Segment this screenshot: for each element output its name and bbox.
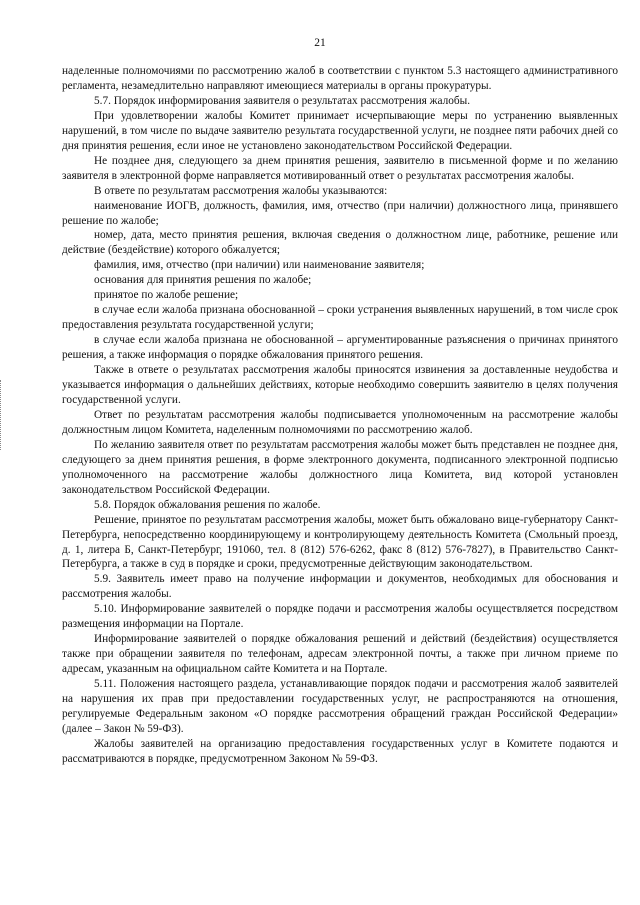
paragraph: По желанию заявителя ответ по результатам рассмотрения жалобы может быть представлен не позднее дня, следующего за днем принятия решения, в форме электронного документа, подписанного электронной подписью уполномоченного на рассмотрение жалобы должностного лица Комитета, вид которой установлен законодательством Российской Федерации. [62,438,618,496]
paragraph: В ответе по результатам рассмотрения жалобы указываются: [94,184,388,197]
paragraph: Также в ответе о результатах рассмотрения жалобы приносятся извинения за доставленные неудобства и указывается информация о дальнейших действиях, которые необходимо совершить заявителю в целях получения государственной услуги. [62,364,618,406]
paragraph: номер, дата, место принятия решения, включая сведения о должностном лице, работнике, решение или действие (бездействие) которого обжалуется; [62,229,618,257]
paragraph: 5.7. Порядок информирования заявителя о результатах рассмотрения жалобы. [94,94,471,107]
paragraph: 5.11. Положения настоящего раздела, устанавливающие порядок подачи и рассмотрения жалоб заявителей на нарушения их прав при предоставлении государственных услуг, не распространяются на отношения, регулируемые Федеральным законом «О порядке рассмотрения обращений граждан Российской Федерации» (далее – Закон № 59-ФЗ). [62,678,618,735]
paragraph: 5.10. Информирование заявителей о порядке подачи и рассмотрения жалобы осуществляется посредством размещения информации на Портале. [62,603,618,631]
paragraph: При удовлетворении жалобы Комитет принимает исчерпывающие меры по устранению выявленных нарушений, в том числе по выдаче заявителю результата государственной услуги, не позднее пяти рабочих дней со дня принятия решения, если иное не установлено законодательством Российской Федерации. [62,109,618,152]
paragraph: 5.8. Порядок обжалования решения по жалобе. [94,498,321,511]
scan-margin-marks [0,380,4,450]
paragraph: Решение, принятое по результатам рассмотрения жалобы, может быть обжаловано вице-губернатору Санкт-Петербурга, непосредственно координирующему и контролирующему деятельность Комитета (Смольный проезд, д. 1, литера Б, Санкт-Петербург, 191060, тел. 8 (812) 576-6262, факс 8 (812) 576-7827), в Правительство Санкт-Петербурга, а также в суд в порядке и сроки, предусмотренные действующим законодательством. [62,513,618,571]
paragraph: фамилия, имя, отчество (при наличии) или наименование заявителя; [94,259,425,272]
page-number: 21 [314,37,326,49]
paragraph: в случае если жалоба признана обоснованной – сроки устранения выявленных нарушений, в том числе срок предоставления результата государственной услуги; [62,304,618,332]
paragraph: наименование ИОГВ, должность, фамилия, имя, отчество (при наличии) должностного лица, принявшего решение по жалобе; [62,199,618,227]
paragraph: в случае если жалоба признана не обоснованной – аргументированные разъяснения о причинах принятого решения, а также информация о порядке обжалования принятого решения. [62,334,618,362]
paragraph: Жалобы заявителей на организацию предоставления государственных услуг в Комитете подаются и рассматриваются в порядке, предусмотренном Законом № 59-ФЗ. [62,737,618,765]
paragraph: основания для принятия решения по жалобе; [94,274,312,287]
document-body [62,64,618,767]
paragraph: Ответ по результатам рассмотрения жалобы подписывается уполномоченным на рассмотрение жалобы должностным лицом Комитета, наделенным полномочиями по рассмотрению жалоб. [62,408,618,436]
paragraph: наделенные полномочиями по рассмотрению жалоб в соответствии с пунктом 5.3 настоящего административного регламента, незамедлительно направляют имеющиеся материалы в органы прокуратуры. [62,65,618,92]
paragraph: Не позднее дня, следующего за днем принятия решения, заявителю в письменной форме и по желанию заявителя в электронной форме направляется мотивированный ответ о результатах рассмотрения жалобы. [62,154,618,182]
paragraph: Информирование заявителей о порядке обжалования решений и действий (бездействия) осуществляется также при обращении заявителя по телефонам, адресам электронной почты, а также при личном приеме по адресам, указанным на официальном сайте Комитета и на Портале. [62,633,618,676]
paragraph: 5.9. Заявитель имеет право на получение информации и документов, необходимых для обоснования и рассмотрения жалобы. [62,573,618,601]
paragraph: принятое по жалобе решение; [94,289,239,302]
